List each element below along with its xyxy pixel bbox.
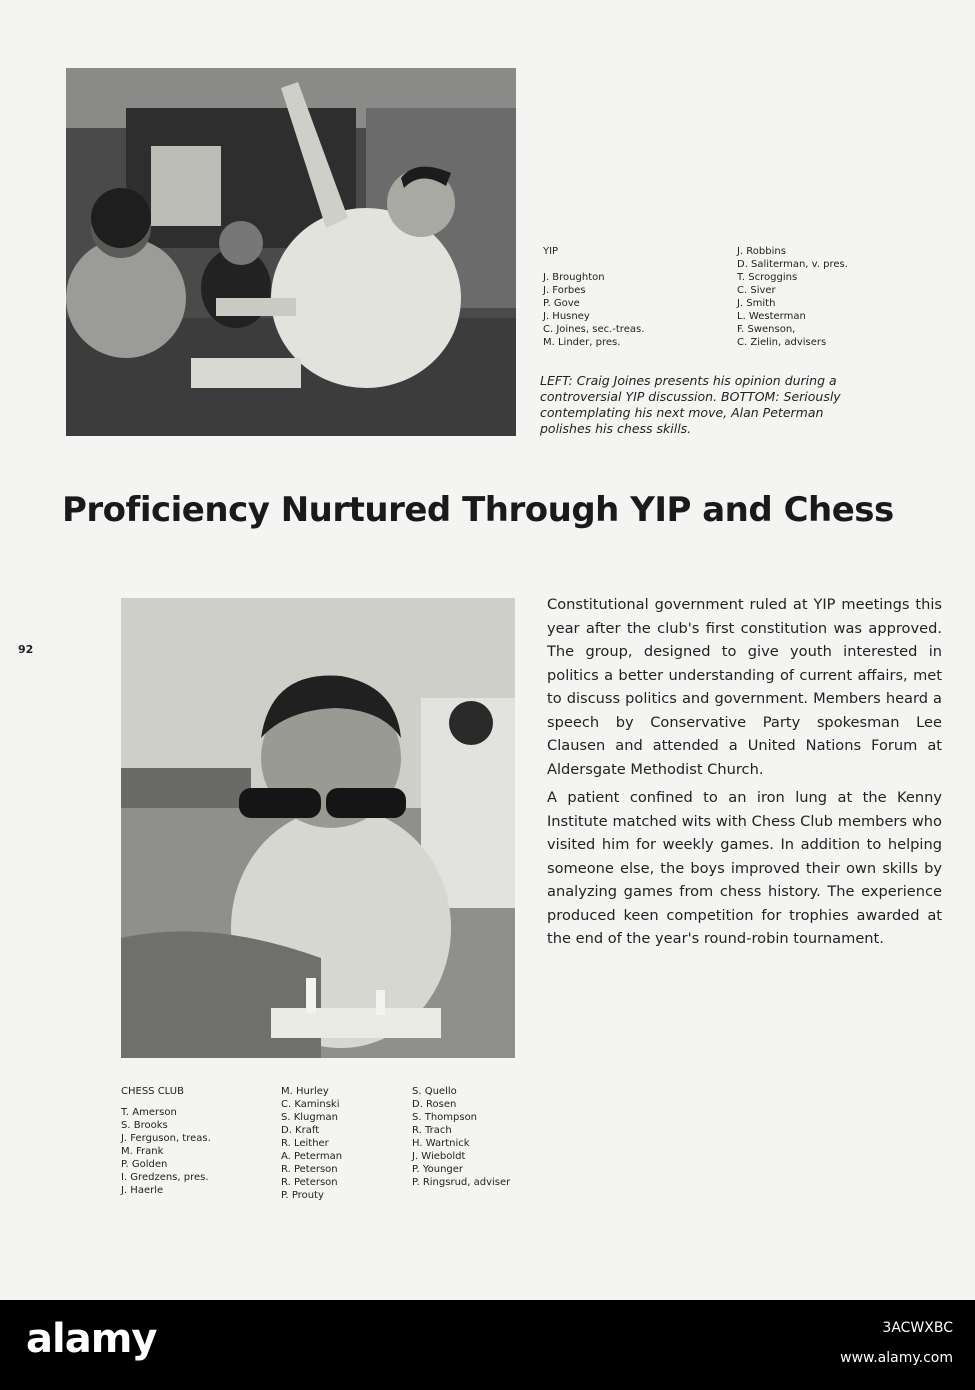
yip-member: M. Linder, pres. [543,337,621,348]
chess-member: R. Leither [281,1138,329,1149]
chess-member: P. Ringsrud, adviser [412,1177,511,1188]
yip-roster-title: YIP [543,246,559,257]
yip-member: J. Broughton [543,272,605,283]
image-id: 3ACWXBC [882,1320,953,1336]
chess-roster-right [412,1085,510,1189]
chess-member: R. Peterson [281,1177,338,1188]
chess-member: T. Amerson [121,1107,177,1118]
chess-member: P. Golden [121,1159,168,1170]
body-paragraph-yip: Constitutional government ruled at YIP meetings this year after the club's first constitution was approved. The group, designed to give youth interested in politics a better understanding of current affairs, met to discuss politics and government. Members heard a speech by Conservative Party spokesman Lee Clausen and attended a United Nations Forum at Aldersgate Methodist Church. [547,596,942,778]
chess-member: C. Kaminski [281,1099,340,1110]
chess-member: S. Quello [412,1086,457,1097]
chess-member: J. Wieboldt [412,1151,466,1162]
yip-member: L. Westerman [737,311,806,322]
body-paragraph-chess: A patient confined to an iron lung at the Kenny Institute matched wits with Chess Club members who visited him for weekly games. In addition to helping someone else, the boys improved their own skills by analyzing games from chess history. The experience produced keen competition for trophies awarded at the end of the year's round-robin tournament. [547,789,942,947]
chess-member: P. Prouty [281,1190,324,1201]
yip-member: J. Husney [543,311,590,322]
chess-member: D. Kraft [281,1125,320,1136]
chess-member: R. Peterson [281,1164,338,1175]
yip-member: P. Gove [543,298,580,309]
yip-member: D. Saliterman, v. pres. [737,259,848,270]
chess-player-photo [121,598,515,1058]
chess-member: D. Rosen [412,1099,457,1110]
page-headline: Proficiency Nurtured Through YIP and Chess [62,490,894,530]
chess-member: I. Gredzens, pres. [121,1172,209,1183]
yip-discussion-photo [66,68,516,436]
yip-member: C. Siver [737,285,776,296]
yip-member: C. Zielin, advisers [737,337,827,348]
chess-member: A. Peterman [281,1151,343,1162]
photo-caption: LEFT: Craig Joines presents his opinion during a controversial YIP discussion. BOTTOM: Seriously contemplating his next move, Alan Peterman polishes his chess skills. [540,373,841,436]
chess-roster-title: CHESS CLUB [121,1086,184,1097]
yip-member: F. Swenson, [737,324,796,335]
yip-member: C. Joines, sec.-treas. [543,324,645,335]
yip-member: J. Robbins [737,246,786,257]
chess-roster [121,1085,211,1197]
chess-member: J. Ferguson, treas. [121,1133,211,1144]
chess-member: S. Thompson [412,1112,478,1123]
chess-member: M. Hurley [281,1086,329,1097]
yip-roster [543,245,644,349]
chess-member: S. Klugman [281,1112,338,1123]
alamy-logo: alamy [26,1316,157,1362]
chess-member: M. Frank [121,1146,164,1157]
chess-member: H. Wartnick [412,1138,470,1149]
yip-member: T. Scroggins [737,272,798,283]
page-number: 92 [18,643,34,656]
yip-member: J. Smith [737,298,776,309]
chess-member: R. Trach [412,1125,452,1136]
chess-member: P. Younger [412,1164,464,1175]
chess-member: S. Brooks [121,1120,168,1131]
chess-roster-middle [281,1085,342,1202]
yip-roster-continued [737,245,848,349]
yip-member: J. Forbes [543,285,586,296]
chess-member: J. Haerle [121,1185,164,1196]
site-url: www.alamy.com [840,1350,953,1366]
